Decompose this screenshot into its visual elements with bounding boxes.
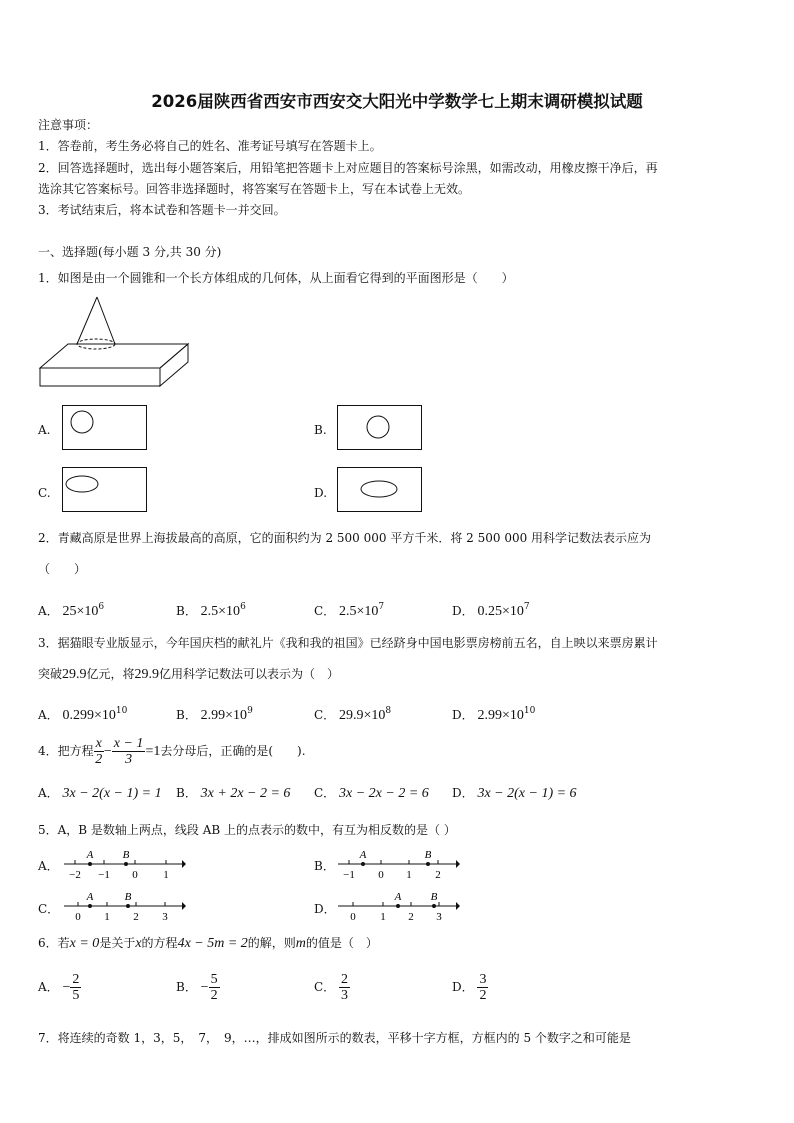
q6-condition: x = 0 [69, 936, 100, 951]
q5-c-tick-0: 0 [75, 911, 81, 923]
question-1-stem: 1．如图是由一个圆锥和一个长方体组成的几何体，从上面看它得到的平面图形是（ ） [38, 271, 514, 285]
q5-number-line-c[interactable] [62, 892, 186, 924]
q6-stem-mid3: 的解，则 [247, 936, 296, 950]
q2-option-c[interactable] [314, 600, 384, 619]
q6-option-c-label: C． [314, 980, 336, 994]
q5-b-tick-0: −1 [343, 869, 355, 881]
q4-fraction-1 [94, 736, 104, 767]
q6-option-a[interactable] [38, 972, 81, 1003]
q6-stem-mid2: 的方程 [141, 936, 178, 950]
q6-option-d-den: 2 [479, 988, 487, 1003]
q5-c-tick-1: 1 [104, 911, 110, 923]
q6-option-a-sign: − [62, 980, 71, 995]
q5-c-tick-3: 3 [162, 911, 168, 923]
q1-option-a-label: A. [38, 423, 51, 437]
q5-a-tick-3: 1 [163, 869, 169, 881]
q2-option-d-exp: 7 [523, 602, 530, 612]
question-2-paren: （ ） [38, 562, 87, 576]
q4-option-d[interactable] [452, 786, 577, 801]
q6-option-a-fraction [70, 972, 81, 1003]
cone-box-figure [38, 296, 190, 388]
q5-c-point-a: A [86, 891, 94, 903]
notice-heading: 注意事项： [38, 118, 99, 132]
q3-stem-part2: 亿元，将 [86, 667, 135, 681]
q6-option-d-label: D． [452, 980, 474, 994]
question-2-stem: 2．青藏高原是世界上海拔最高的高原，它的面积约为 2 500 000 平方千米．将 2 500 000 用科学记数法表示应为 [38, 531, 652, 545]
q3-option-b-base: 2.99×10 [200, 708, 248, 723]
q4-fraction-1-den: 2 [95, 752, 103, 767]
q6-stem-mid: 是关于 [99, 936, 136, 950]
q4-option-c-expr: 3x − 2x − 2 = 6 [339, 786, 429, 801]
q5-d-tick-1: 1 [380, 911, 386, 923]
q6-option-d-fraction [477, 972, 488, 1003]
q4-option-d-expr: 3x − 2(x − 1) = 6 [477, 786, 577, 801]
notice-item-1: 1．答卷前，考生务必将自己的姓名、准考证号填写在答题卡上。 [38, 139, 382, 153]
q3-option-b-label: B． [176, 708, 197, 722]
q3-option-d-exp: 10 [523, 706, 536, 716]
q6-option-d-num: 3 [479, 972, 487, 987]
q3-option-c-exp: 8 [385, 706, 392, 716]
q5-number-line-d[interactable] [336, 892, 460, 924]
q1-option-b-figure[interactable] [337, 405, 423, 451]
q2-option-a-exp: 6 [98, 602, 105, 612]
q5-option-c-label: C． [38, 902, 60, 916]
q6-equation: 4x − 5m = 2 [177, 936, 248, 951]
q5-a-tick-2: 0 [132, 869, 138, 881]
q4-option-a-label: A． [38, 786, 59, 800]
q5-a-point-b: B [122, 849, 130, 861]
q2-option-a-base: 25×10 [62, 604, 99, 619]
page-title: 2026届陕西省西安市西安交大阳光中学数学七上期末调研模拟试题 [151, 92, 643, 111]
q6-option-b-den: 2 [210, 988, 218, 1003]
question-7-stem: 7．将连续的奇数 1，3，5， 7， 9，…，排成如图所示的数表，平移十字方框，方框内的 5 个数字之和可能是 [38, 1031, 631, 1045]
question-3-stem-line1: 3．据猫眼专业版显示，今年国庆档的献礼片《我和我的祖国》已经跻身中国电影票房榜前五名，自上映以来票房累计 [38, 636, 658, 650]
q4-option-a-expr: 3x − 2(x − 1) = 1 [62, 786, 162, 801]
q4-option-b-label: B． [176, 786, 197, 800]
q6-stem-post: 的值是（ ） [305, 936, 378, 950]
q3-option-c-base: 29.9×10 [339, 708, 386, 723]
question-5-stem: 5．A，B 是数轴上两点，线段 AB 上的点表示的数中，有互为相反数的是（ ） [38, 823, 456, 837]
q2-option-b-label: B． [176, 604, 197, 618]
q5-a-tick-0: −2 [69, 869, 81, 881]
q2-option-b-base: 2.5×10 [200, 604, 241, 619]
q4-fraction-1-num: x [95, 736, 102, 751]
q3-option-c-label: C． [314, 708, 336, 722]
q6-option-b-sign: − [200, 980, 209, 995]
q2-option-a[interactable] [38, 600, 104, 619]
q6-option-c[interactable] [314, 972, 350, 1003]
q4-option-a[interactable] [38, 786, 162, 801]
section-heading: 一、选择题(每小题 3 分,共 30 分) [38, 245, 222, 259]
q5-b-point-a: A [359, 849, 367, 861]
q4-minus: − [103, 744, 112, 759]
q6-option-c-num: 2 [341, 972, 349, 987]
q5-option-b-label: B． [314, 859, 335, 873]
q6-option-b-label: B． [176, 980, 197, 994]
q6-option-c-fraction [339, 972, 350, 1003]
q4-option-c[interactable] [314, 786, 429, 801]
q6-option-a-label: A． [38, 980, 59, 994]
q3-option-a-label: A． [38, 708, 59, 722]
q5-d-point-b: B [430, 891, 438, 903]
q5-number-line-b[interactable] [336, 850, 460, 882]
q6-option-a-num: 2 [72, 972, 80, 987]
q2-option-d[interactable] [452, 600, 530, 619]
q1-option-d-label: D. [314, 486, 328, 500]
q4-stem-post: 去分母后，正确的是( ). [160, 744, 306, 758]
q2-option-b-exp: 6 [240, 602, 246, 612]
q5-option-a-label: A． [38, 859, 59, 873]
notice-item-3: 3．考试结束后，将本试卷和答题卡一并交回。 [38, 203, 286, 217]
q2-option-a-label: A． [38, 604, 59, 618]
q6-option-b-num: 5 [210, 972, 218, 987]
q5-b-tick-2: 1 [406, 869, 412, 881]
q6-var-x: x [135, 936, 142, 951]
q5-b-tick-1: 0 [378, 869, 384, 881]
q1-option-c-figure[interactable] [62, 467, 148, 513]
q3-option-b[interactable] [176, 704, 253, 723]
q4-fraction-2-num: x − 1 [113, 736, 144, 751]
q6-var-m: m [295, 936, 306, 951]
q5-b-tick-3: 2 [435, 869, 441, 881]
q2-option-c-exp: 7 [378, 602, 385, 612]
q6-option-a-den: 5 [72, 988, 80, 1003]
question-4-stem [38, 736, 306, 767]
q3-option-a[interactable] [38, 704, 127, 723]
q2-option-d-base: 0.25×10 [477, 604, 524, 619]
q5-d-tick-0: 0 [350, 911, 356, 923]
q5-a-point-a: A [86, 849, 94, 861]
q6-option-c-den: 3 [341, 988, 349, 1003]
q3-option-a-base: 0.299×10 [62, 708, 116, 723]
q5-number-line-a[interactable] [62, 850, 186, 882]
q4-option-c-label: C． [314, 786, 336, 800]
q6-option-b[interactable] [176, 972, 220, 1003]
q5-c-point-b: B [124, 891, 132, 903]
question-6-stem [38, 936, 378, 951]
q6-option-d[interactable] [452, 972, 488, 1003]
q5-a-tick-1: −1 [98, 869, 110, 881]
q1-option-b-label: B. [314, 423, 327, 437]
q3-option-a-exp: 10 [115, 706, 128, 716]
notice-item-2-cont: 选涂其它答案标号。回答非选择题时，将答案写在答题卡上，写在本试卷上无效。 [38, 182, 471, 196]
question-3-stem-line2 [38, 667, 339, 682]
q1-option-c-label: C. [38, 486, 51, 500]
q2-option-c-base: 2.5×10 [339, 604, 379, 619]
q1-option-d-figure[interactable] [337, 467, 423, 513]
q3-option-d[interactable] [452, 704, 535, 723]
q6-option-b-fraction [209, 972, 220, 1003]
q4-fraction-2-den: 3 [125, 752, 133, 767]
q5-d-tick-3: 3 [436, 911, 442, 923]
q3-stem-part3: 亿用科学记数法可以表示为（ ） [159, 667, 340, 681]
q4-stem-pre: 4．把方程 [38, 744, 94, 758]
q4-option-b-expr: 3x + 2x − 2 = 6 [200, 786, 291, 801]
notice-item-2: 2．回答选择题时，选出每小题答案后，用铅笔把答题卡上对应题目的答案标号涂黑，如需改动，用橡皮擦干净后，再 [38, 161, 658, 175]
q3-option-d-base: 2.99×10 [477, 708, 524, 723]
q2-option-c-label: C． [314, 604, 336, 618]
q3-option-c[interactable] [314, 704, 391, 723]
q4-option-b[interactable] [176, 786, 290, 801]
q5-b-point-b: B [424, 849, 432, 861]
q4-equals: =1 [145, 744, 161, 759]
q3-option-b-exp: 9 [247, 706, 253, 716]
q2-option-d-label: D． [452, 604, 474, 618]
q3-stem-number-2: 29.9 [134, 667, 160, 682]
q5-d-tick-2: 2 [408, 911, 414, 923]
q5-d-point-a: A [394, 891, 402, 903]
q5-option-d-label: D． [314, 902, 336, 916]
q5-c-tick-2: 2 [133, 911, 139, 923]
q6-stem-pre: 6．若 [38, 936, 70, 950]
q4-fraction-2 [112, 736, 146, 767]
q1-option-a-figure[interactable] [62, 405, 148, 451]
q3-stem-number: 29.9 [62, 667, 87, 682]
q3-stem-part1: 突破 [38, 667, 63, 681]
q2-option-b[interactable] [176, 600, 246, 619]
q4-option-d-label: D． [452, 786, 474, 800]
q3-option-d-label: D． [452, 708, 474, 722]
